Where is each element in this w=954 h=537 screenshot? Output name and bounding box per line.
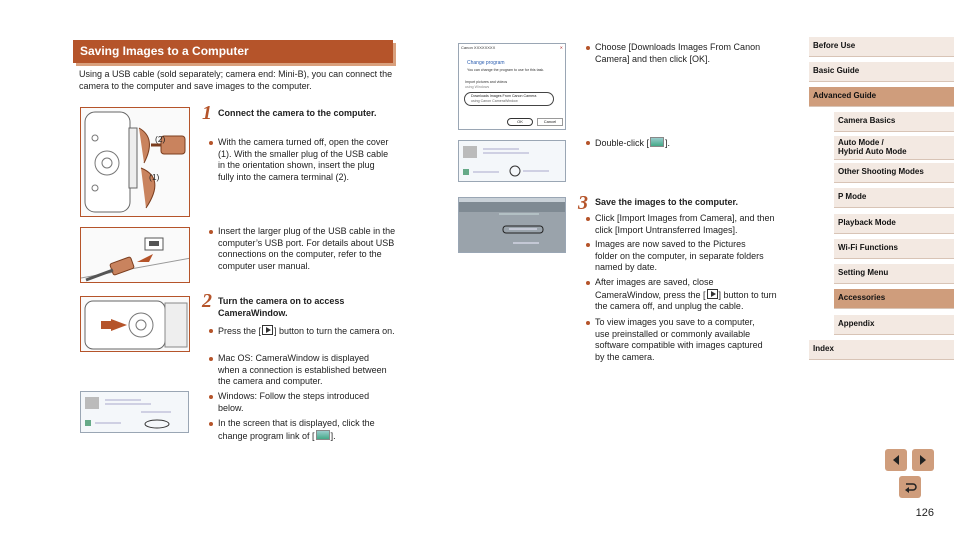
figure-camera-power [80,296,190,352]
step-2-title: Turn the camera on to access CameraWindow. [218,296,345,318]
nav-camera-basics[interactable]: Camera Basics [834,112,954,132]
figure-autoplay-screen [80,391,189,433]
step-3-bullet-d: To view images you save to a computer, use preinstalled or commonly available software compatible with images captured by the camera. [585,317,770,363]
nav-other-shooting-modes[interactable]: Other Shooting Modes [834,163,954,183]
dialog-option-2: Downloads Images From Canon Camera using Canon CameraWindow [464,92,554,106]
step-2-bullet-a: Press the [ ] button to turn the camera on. [208,325,398,338]
playback-button-icon [262,325,273,335]
step-1-title: Connect the camera to the computer. [218,108,377,118]
camerawindow-icon [650,137,664,147]
step-2-bullet-b: Mac OS: CameraWindow is displayed when a connection is established between the camera and computer. [208,353,393,388]
nav-advanced-guide[interactable]: Advanced Guide [809,87,954,107]
dialog-close-icon: ✕ [559,45,563,50]
prev-page-icon [890,454,902,466]
next-page-icon [917,454,929,466]
figure-change-program-dialog [458,43,566,130]
prev-page-button[interactable] [885,449,907,471]
return-button[interactable] [899,476,921,498]
step-1-bullet-b: Insert the larger plug of the USB cable in the computer’s USB port. For details about USB connections on the computer, refer to the computer user manual. [208,226,398,272]
dialog-sub: You can change the program to use for this task. [467,68,545,72]
figure-autoplay-camerawindow [458,140,566,182]
intro-text: Using a USB cable (sold separately; camera end: Mini-B), you can connect the camera to the computer and save images to the computer. [79,69,393,91]
dialog-cancel-button: Cancel [537,118,563,126]
nav-basic-guide[interactable]: Basic Guide [809,62,954,82]
figure-usb-computer [80,227,190,283]
playback-button-icon [707,289,718,299]
dialog-heading: Change program [467,60,505,66]
figure-camerawindow-app [458,197,566,253]
nav-playback-mode[interactable]: Playback Mode [834,214,954,234]
step-2-bullet-d: In the screen that is displayed, click the change program link of [ ]. [208,418,398,442]
step-3-bullet-c: After images are saved, close CameraWindow, press the [ ] button to turn the camera off, and unplug the cable. [585,277,780,313]
camera-cable-illustration [81,108,190,217]
col3-bullet-doubleclick: Double-click [ ]. [585,137,780,150]
step-3-bullet-a: Click [Import Images from Camera], and then click [Import Untransferred Images]. [585,213,775,236]
autoplay-icon [316,430,330,440]
col3-bullet-choose: Choose [Downloads Images From Canon Camera] and then click [OK]. [585,42,780,65]
camerawindow-launch-illustration [459,141,566,182]
step-2-bullet-c: Windows: Follow the steps introduced below. [208,391,388,414]
nav-auto-mode[interactable]: Auto Mode / Hybrid Auto Mode [834,136,954,160]
label-one: (1) [149,172,160,182]
section-title-bar [73,40,393,63]
nav-appendix[interactable]: Appendix [834,315,954,335]
camera-power-illustration [81,297,190,352]
dialog-option-1: Import pictures and videos using Windows [465,80,508,89]
label-two: (2) [155,134,166,144]
autoplay-screen-illustration [81,392,189,433]
section-title: Saving Images to a Computer [80,44,249,58]
camerawindow-app-illustration [459,198,566,253]
dialog-title: Canon XXXXXXXX [461,45,496,50]
step-3-bullet-b: Images are now saved to the Pictures folder on the computer, in separate folders named by date. [585,239,765,274]
nav-accessories[interactable]: Accessories [834,289,954,309]
usb-computer-illustration [81,228,190,283]
figure-camera-cable [80,107,190,217]
step-2-number: 2 [202,290,212,312]
return-icon [903,480,917,494]
step-3-number: 3 [578,192,588,214]
nav-before-use[interactable]: Before Use [809,37,954,57]
nav-wifi-functions[interactable]: Wi-Fi Functions [834,239,954,259]
nav-p-mode[interactable]: P Mode [834,188,954,208]
step-1-bullet-a: With the camera turned off, open the cover (1). With the smaller plug of the USB cable in the orientation shown, insert the plug fully into the camera terminal (2). [208,137,393,183]
step-1-number: 1 [202,102,212,124]
next-page-button[interactable] [912,449,934,471]
nav-setting-menu[interactable]: Setting Menu [834,264,954,284]
dialog-ok-button: OK [507,118,533,126]
page-number: 126 [915,507,934,519]
step-3-title: Save the images to the computer. [595,197,739,207]
nav-index[interactable]: Index [809,340,954,360]
